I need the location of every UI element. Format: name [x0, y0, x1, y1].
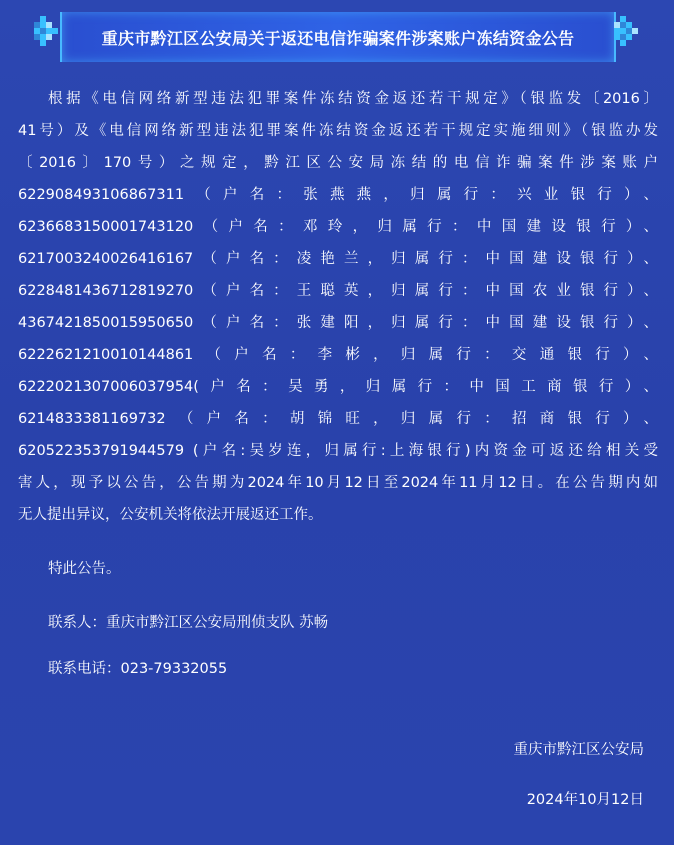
body-line: 4367421850015950650（户名：张建阳，归属行：中国建设银行）、 — [18, 315, 658, 331]
body-line: 6222021307006037954(户名：吴勇，归属行：中国工商银行）、 — [18, 379, 658, 395]
title-banner — [60, 12, 616, 62]
pixel-decoration-right-icon — [614, 16, 638, 52]
body-line: 〔2016〕170号）之规定，黔江区公安局冻结的电信诈骗案件涉案账户 — [18, 155, 658, 171]
signature-org: 重庆市黔江区公安局 — [513, 742, 644, 758]
body-line: 41号）及《电信网络新型违法犯罪案件冻结资金返还若干规定实施细则》（银监办发 — [18, 123, 658, 139]
body-line: 无人提出异议，公安机关将依法开展返还工作。 — [18, 507, 323, 523]
body-line: 根据《电信网络新型违法犯罪案件冻结资金返还若干规定》（银监发〔2016〕 — [48, 91, 658, 107]
body-line: 622908493106867311（户名：张燕燕，归属行：兴业银行）、 — [18, 187, 658, 203]
contact-person: 联系人：重庆市黔江区公安局刑侦支队 苏畅 — [48, 615, 329, 631]
body-line: 620522353791944579 (户名:吴岁连，归属行:上海银行)内资金可返还给相关受 — [18, 443, 658, 459]
body-line: 6222621210010144861（户名：李彬，归属行：交通银行）、 — [18, 347, 658, 363]
notice-body — [18, 83, 658, 685]
body-line: 害人，现予以公告，公告期为2024年10月12日至2024年11月12日。在公告期内如 — [18, 475, 658, 491]
body-line: 6236683150001743120（户名：邓玲，归属行：中国建设银行）、 — [18, 219, 658, 235]
closing-text: 特此公告。 — [48, 561, 121, 577]
body-line: 6217003240026416167（户名：凌艳兰，归属行：中国建设银行）、 — [18, 251, 658, 267]
page-title: 重庆市黔江区公安局关于返还电信诈骗案件涉案账户冻结资金公告 — [101, 28, 575, 48]
body-line: 6228481436712819270（户名：王聪英，归属行：中国农业银行）、 — [18, 283, 658, 299]
contact-phone: 联系电话：023-79332055 — [48, 661, 228, 677]
signature-date: 2024年10月12日 — [526, 792, 644, 808]
body-line: 6214833381169732（户名：胡锦旺，归属行：招商银行）、 — [18, 411, 658, 427]
pixel-decoration-left-icon — [34, 16, 58, 52]
